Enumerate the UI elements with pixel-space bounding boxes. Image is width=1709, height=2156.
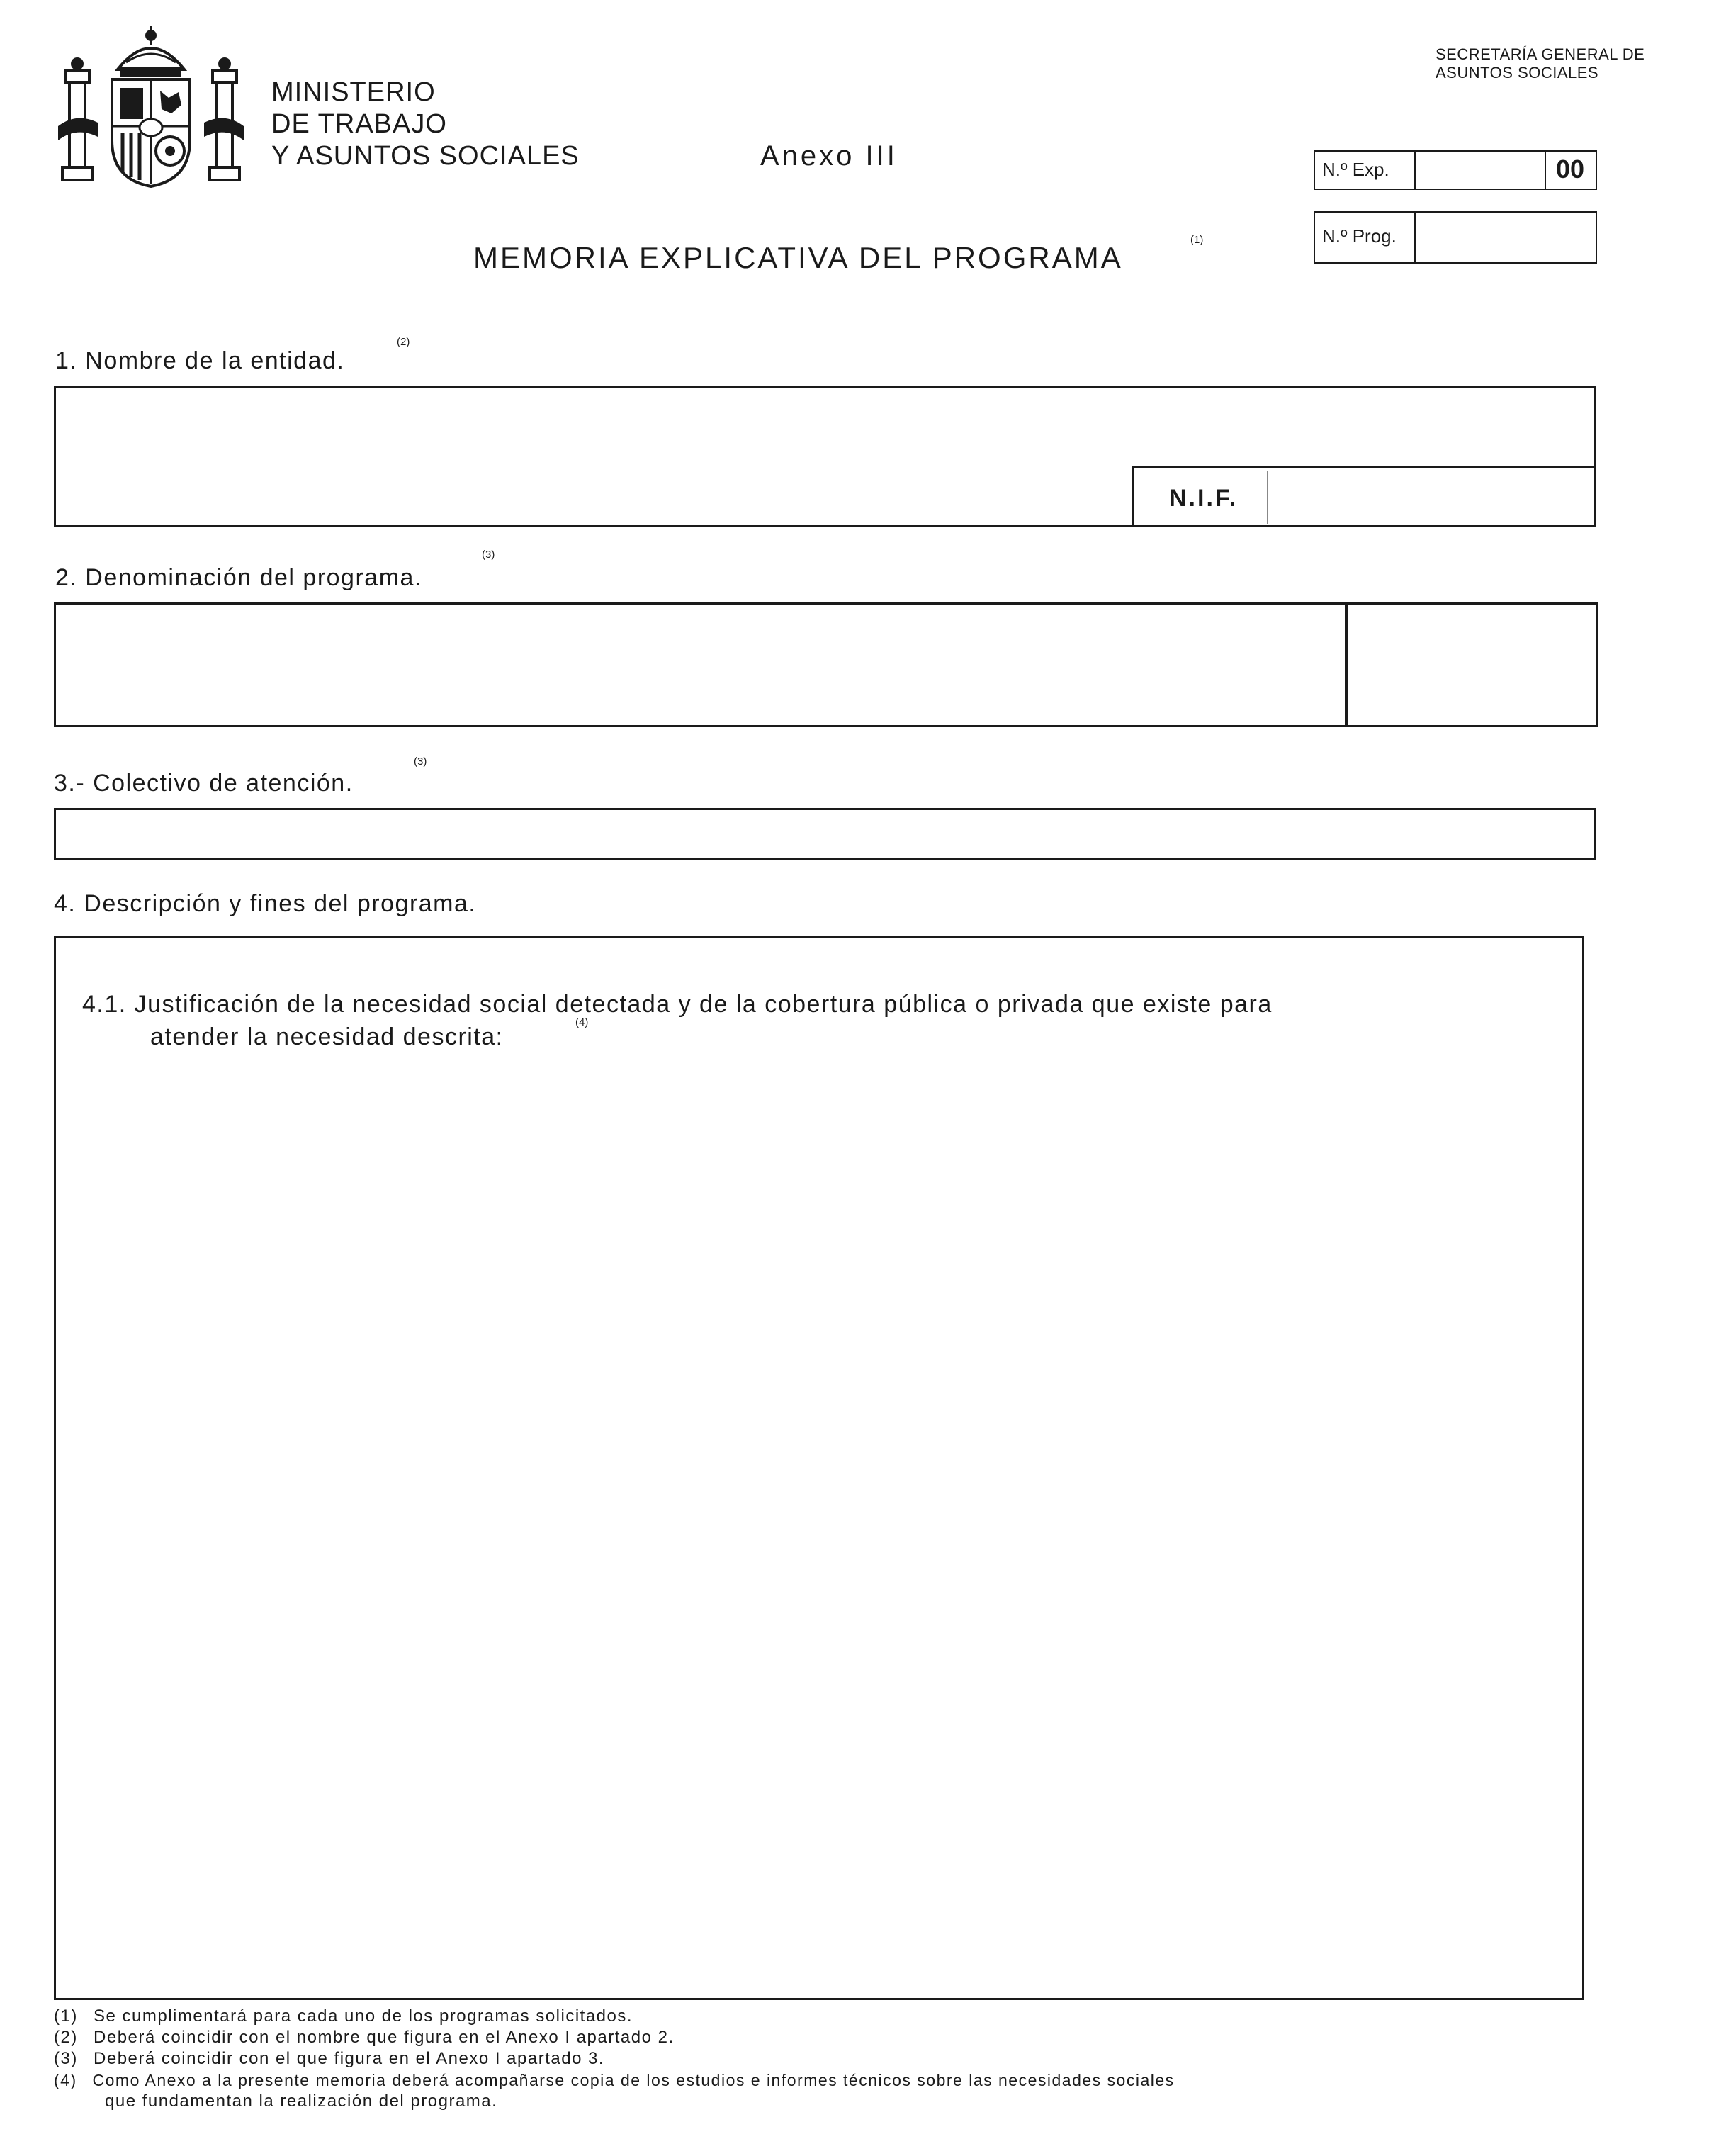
nif-label: N.I.F. [1169,485,1239,512]
subsection-4-1-line-1: 4.1. Justificación de la necesidad social detectada y de la cobertura pública o privada que existe para [82,991,1273,1018]
document-title: MEMORIA EXPLICATIVA DEL PROGRAMA [473,241,1123,274]
footnote-2 [54,2027,675,2048]
subsection-4-1-line-2: atender la necesidad descrita: [150,1023,504,1050]
footnote-3-number: (3) [54,2049,78,2068]
section-4-label: 4. Descripción y fines del programa. [54,890,477,917]
ministry-name-line-2: DE TRABAJO [271,109,447,139]
section-1-label: 1. Nombre de la entidad. [55,347,345,374]
prog-number-field[interactable] [1417,213,1594,262]
footnote-1-text: Se cumplimentará para cada uno de los programas solicitados. [94,2006,633,2026]
section-2-label: 2. Denominación del programa. [55,564,422,591]
prog-number-label: N.º Prog. [1322,225,1397,247]
footnote-4-continuation: que fundamentan la realización del programa. [105,2092,498,2111]
secretaria-line-1: SECRETARÍA GENERAL DE [1436,45,1645,63]
exp-number-suffix: 00 [1556,155,1585,184]
ministry-name-line-1: MINISTERIO [271,77,436,107]
footnote-4-text: Como Anexo a la presente memoria deberá acompañarse copia de los estudios e informes técnicos sobre las necesidades sociales [92,2071,1175,2089]
footnote-2-text: Deberá coincidir con el nombre que figura en el Anexo I apartado 2. [94,2028,675,2047]
section-3-note: (3) [414,756,427,768]
footnote-4 [54,2070,1175,2091]
section-2-note: (3) [482,549,495,561]
program-name-side-box[interactable] [1345,602,1598,727]
footnote-3 [54,2048,604,2070]
secretaria-line-2: ASUNTOS SOCIALES [1436,64,1599,82]
anexo-label: Anexo III [760,140,898,172]
ministry-name-line-3: Y ASUNTOS SOCIALES [271,141,580,171]
exp-number-label: N.º Exp. [1322,159,1389,180]
exp-number-field[interactable] [1417,152,1542,188]
footnote-2-number: (2) [54,2028,78,2047]
footnote-1-number: (1) [54,2006,78,2026]
title-footnote-ref: (1) [1190,234,1204,246]
nif-field[interactable] [1271,471,1591,524]
footnote-3-text: Deberá coincidir con el que figura en el Anexo I apartado 3. [94,2049,605,2068]
footnote-4-number: (4) [54,2071,77,2089]
section-1-note: (2) [397,336,410,348]
footnote-1 [54,2006,633,2027]
coat-of-arms-logo [55,20,247,193]
subsection-4-1-note: (4) [575,1016,589,1028]
target-group-field[interactable] [54,808,1596,860]
section-3-label: 3.- Colectivo de atención. [54,770,354,797]
program-description-field[interactable] [54,936,1584,2000]
